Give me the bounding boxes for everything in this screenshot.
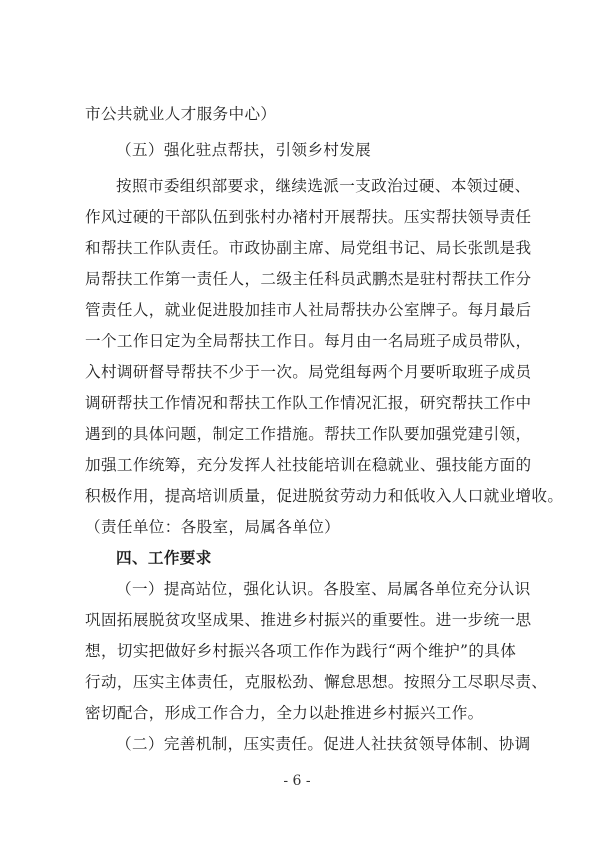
text-line: 市公共就业人才服务中心） — [85, 105, 277, 123]
text-line: 调研帮扶工作情况和帮扶工作队工作情况汇报，研究帮扶工作中 — [85, 394, 532, 412]
text-line: 一个工作日定为全局帮扶工作日。每月由一名局班子成员带队， — [85, 332, 532, 350]
text-line: （二）完善机制，压实责任。促进人社扶贫领导体制、协调 — [116, 735, 531, 753]
section-heading: 四、工作要求 — [116, 549, 212, 567]
text-line: 遇到的具体问题，制定工作措施。帮扶工作队要加强党建引领， — [85, 425, 532, 443]
text-line: （责任单位：各股室，局属各单位） — [85, 518, 341, 536]
text-line: 入村调研督导帮扶不少于一次。局党组每两个月要听取班子成员 — [85, 363, 532, 381]
section-subheading: （五）强化驻点帮扶，引领乡村发展 — [116, 141, 372, 159]
text-line: 加强工作统筹，充分发挥人社技能培训在稳就业、强技能方面的 — [85, 456, 532, 474]
text-line: 巩固拓展脱贫攻坚成果、推进乡村振兴的重要性。进一步统一思 — [85, 611, 532, 629]
text-line: 作风过硬的干部队伍到张村办褚村开展帮扶。压实帮扶领导责任 — [85, 208, 532, 226]
text-line: 和帮扶工作队责任。市政协副主席、局党组书记、局长张凯是我 — [85, 239, 532, 257]
text-line: 管责任人，就业促进股加挂市人社局帮扶办公室牌子。每月最后 — [85, 301, 532, 319]
text-line: 行动，压实主体责任，克服松劲、懈怠思想。按照分工尽职尽责、 — [85, 673, 548, 691]
text-line: 局帮扶工作第一责任人，二级主任科员武鹏杰是驻村帮扶工作分 — [85, 270, 532, 288]
page-number: - 6 - — [283, 773, 311, 789]
text-line: （一）提高站位，强化认识。各股室、局属各单位充分认识 — [116, 580, 531, 598]
text-line: 按照市委组织部要求，继续选派一支政治过硬、本领过硬、 — [116, 177, 531, 195]
text-line: 积极作用，提高培训质量，促进脱贫劳动力和低收入人口就业增收。 — [85, 487, 564, 505]
text-line: 想，切实把做好乡村振兴各项工作作为践行“两个维护”的具体 — [85, 642, 517, 660]
text-line: 密切配合，形成工作合力，全力以赴推进乡村振兴工作。 — [85, 704, 484, 722]
